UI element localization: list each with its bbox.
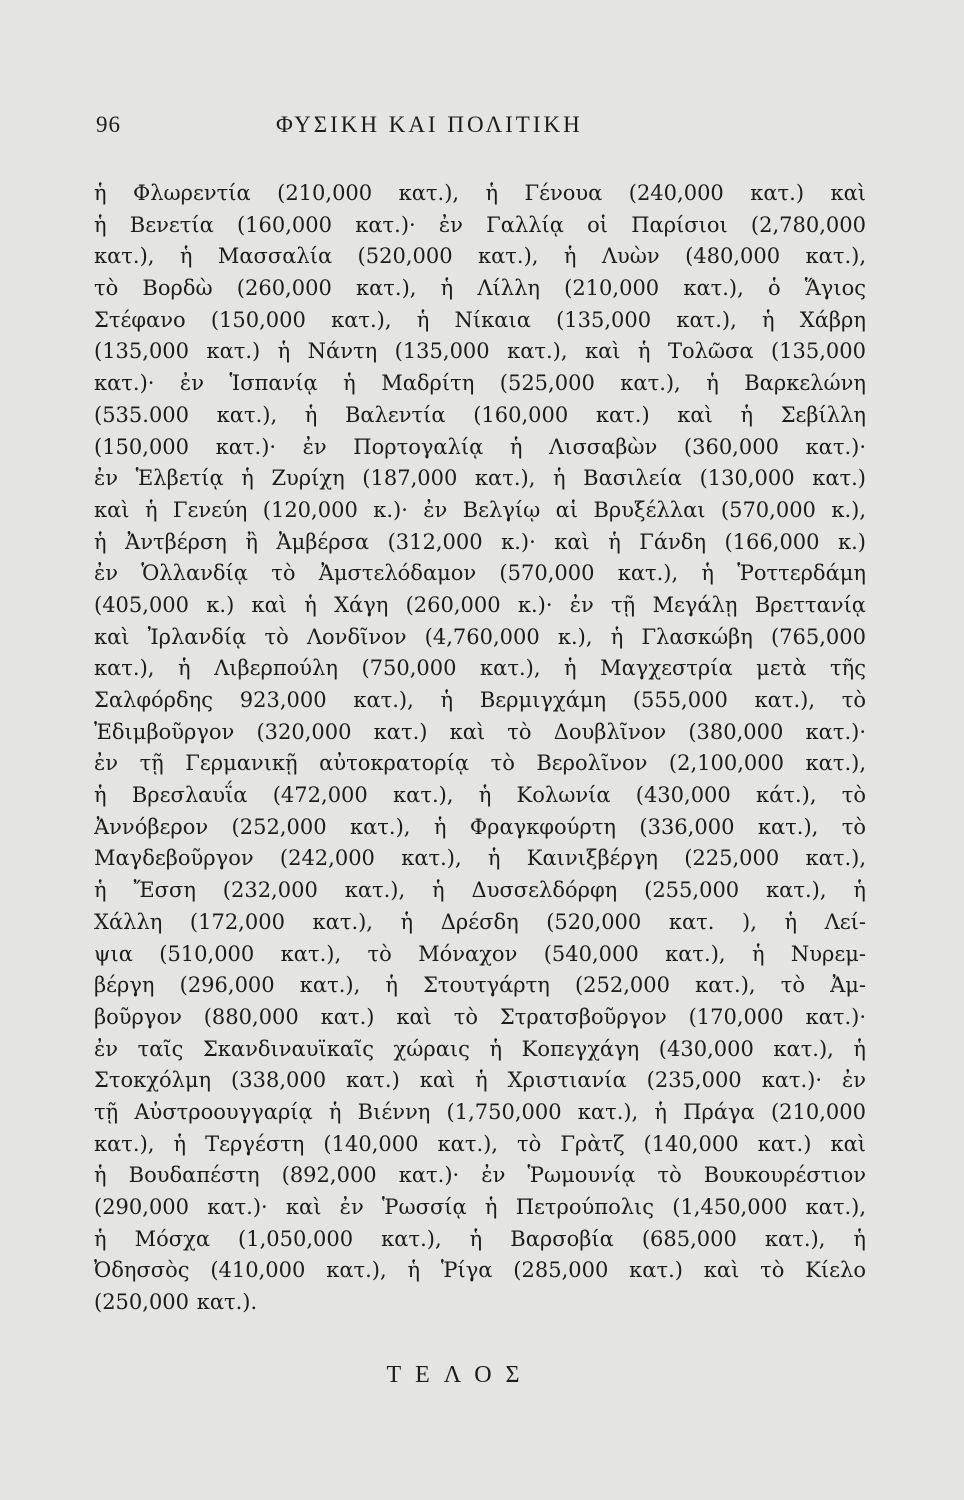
text-line: καὶ Ἰρλανδίᾳ τὸ Λονδῖνον (4,760,000 κ.), ἡ Γλασκώβη (765,000 (94, 624, 866, 649)
text-line: Χάλλη (172,000 κατ.), ἡ Δρέσδη (520,000 κατ. ), ἡ Λεί- (94, 909, 866, 934)
text-line: ἡ Φλωρεντία (210,000 κατ.), ἡ Γένουα (240,000 κατ.) καὶ (94, 181, 866, 205)
text-line: (150,000 κατ.)· ἐν Πορτογαλίᾳ ἡ Λισσαβὼν (360,000 κατ.)· (94, 434, 866, 459)
text-line: ἡ Βρεσλαυΐα (472,000 κατ.), ἡ Κολωνία (430,000 κάτ.), τὸ (94, 783, 866, 808)
text-line: Ὀδησσὸς (410,000 κατ.), ἡ Ῥίγα (285,000 κατ.) καὶ τὸ Κίελο (94, 1258, 866, 1283)
text-line: (290,000 κατ.)· καὶ ἐν Ῥωσσίᾳ ἡ Πετρούπολις (1,450,000 κατ.), (94, 1195, 866, 1219)
text-line: (250,000 κατ.). (94, 1290, 258, 1315)
end-mark: ΤΕΛΟΣ (386, 1362, 534, 1388)
text-line: τὸ Βορδὼ (260,000 κατ.), ἡ Λίλλη (210,000 κατ.), ὁ Ἅγιος (94, 276, 866, 301)
text-line: ἡ Ἔσση (232,000 κατ.), ἡ Δυσσελδόρφη (255,000 κατ.), ἡ (94, 878, 866, 903)
text-line: (535.000 κατ.), ἡ Βαλεντία (160,000 κατ.) καὶ ἡ Σεβίλλη (94, 402, 866, 427)
text-line: ἡ Βουδαπέστη (892,000 κατ.)· ἐν Ῥωμουνίᾳ τὸ Βουκουρέστιον (94, 1163, 866, 1188)
text-line: βοῦργον (880,000 κατ.) καὶ τὸ Στρατσβοῦργον (170,000 κατ.)· (94, 1004, 866, 1029)
text-line: ἐν Ἑλβετίᾳ ἡ Ζυρίχη (187,000 κατ.), ἡ Βασιλεία (130,000 κατ.) (94, 466, 866, 491)
text-line: ψια (510,000 κατ.), τὸ Μόναχον (540,000 κατ.), ἡ Νυρεμ- (94, 941, 866, 966)
text-line: Σαλφόρδης 923,000 κατ.), ἡ Βερμιγχάμη (555,000 κατ.), τὸ (94, 688, 866, 712)
text-line: κατ.), ἡ Τεργέστη (140,000 κατ.), τὸ Γρὰτζ (140,000 κατ.) καὶ (94, 1131, 866, 1156)
text-line: κατ.), ἡ Μασσαλία (520,000 κατ.), ἡ Λυὼν (480,000 κατ.), (94, 244, 866, 269)
body-text (94, 178, 866, 1319)
page-number: 96 (96, 112, 121, 137)
running-head (96, 112, 856, 152)
text-line: βέργη (296,000 κατ.), ἡ Στουτγάρτη (252,000 κατ.), τὸ Ἀμ- (94, 973, 866, 998)
text-line: (405,000 κ.) καὶ ἡ Χάγη (260,000 κ.)· ἐν τῇ Μεγάλῃ Βρεττανίᾳ (94, 592, 866, 617)
text-line: Ἀννόβερον (252,000 κατ.), ἡ Φραγκφούρτη (336,000 κατ.), τὸ (94, 814, 866, 839)
text-line: Μαγδεβοῦργον (242,000 κατ.), ἡ Καινιξβέργη (225,000 κατ.), (94, 846, 866, 871)
text-line: κατ.)· ἐν Ἱσπανίᾳ ἡ Μαδρίτη (525,000 κατ.), ἡ Βαρκελώνη (94, 371, 866, 396)
text-line: ἐν Ὁλλανδίᾳ τὸ Ἀμστελόδαμον (570,000 κατ.), ἡ Ῥοττερδάμη (94, 561, 866, 586)
text-line: Στέφανο (150,000 κατ.), ἡ Νίκαια (135,000 κατ.), ἡ Χάβρη (94, 307, 866, 332)
text-line: (135,000 κατ.) ἡ Νάντη (135,000 κατ.), καὶ ἡ Τολῶσα (135,000 (94, 339, 866, 364)
text-line: ἡ Βενετία (160,000 κατ.)· ἐν Γαλλίᾳ οἱ Παρίσιοι (2,780,000 (94, 212, 866, 237)
text-line: ἡ Μόσχα (1,050,000 κατ.), ἡ Βαρσοβία (685,000 κατ.), ἡ (94, 1226, 866, 1251)
text-line: καὶ ἡ Γενεύη (120,000 κ.)· ἐν Βελγίῳ αἱ Βρυξέλλαι (570,000 κ.), (94, 497, 866, 522)
text-line: ἐν ταῖς Σκανδιναυϊκαῖς χώραις ἡ Κοπεγχάγη (430,000 κατ.), ἡ (94, 1036, 866, 1061)
text-line: ἡ Ἀντβέρση ἢ Ἀμβέρσα (312,000 κ.)· καὶ ἡ Γάνδη (166,000 κ.) (94, 529, 866, 554)
running-head-title: ΦΥΣΙΚΗ ΚΑΙ ΠΟΛΙΤΙΚΗ (276, 112, 583, 137)
text-line: τῇ Αὐστροουγγαρίᾳ ἡ Βιέννη (1,750,000 κατ.), ἡ Πράγα (210,000 (94, 1099, 866, 1124)
text-line: Στοκχόλμη (338,000 κατ.) καὶ ἡ Χριστιανία (235,000 κατ.)· ἐν (94, 1068, 866, 1093)
text-line: ἐν τῇ Γερμανικῇ αὐτοκρατορίᾳ τὸ Βερολῖνον (2,100,000 κατ.), (94, 751, 866, 776)
text-line: Ἐδιμβοῦργον (320,000 κατ.) καὶ τὸ Δουβλῖνον (380,000 κατ.)· (94, 719, 866, 744)
text-line: κατ.), ἡ Λιβερπούλη (750,000 κατ.), ἡ Μαγχεστρία μετὰ τῆς (94, 656, 866, 681)
